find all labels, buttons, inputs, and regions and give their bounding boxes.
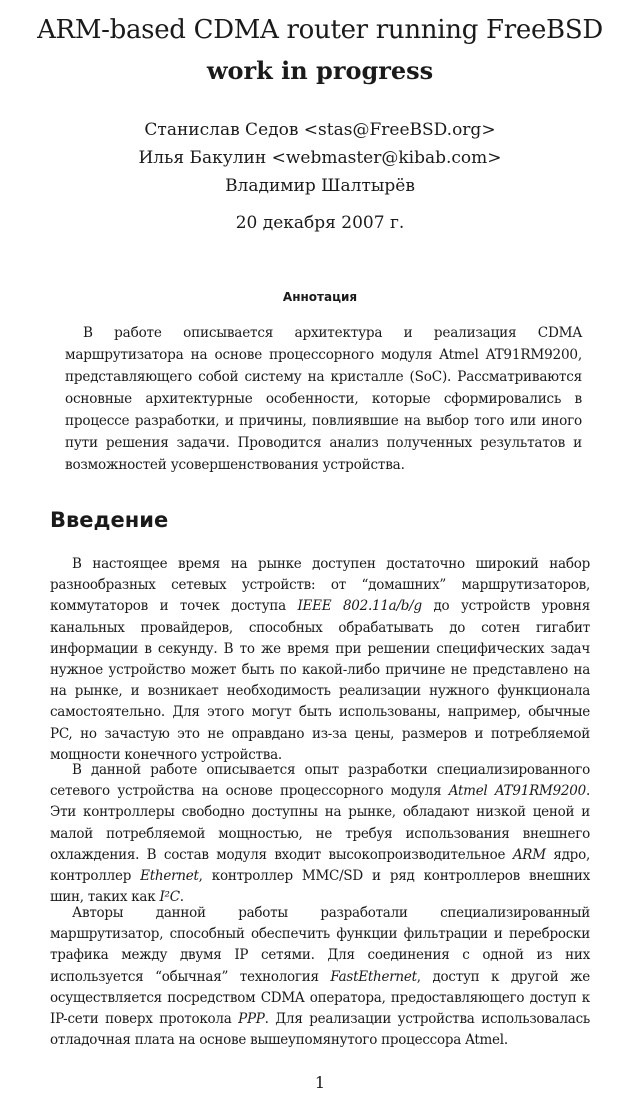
text-run: . Для реализации устройства использовалась отладочная плата на основе вышеупомянутого процессора Atmel. xyxy=(50,1011,590,1049)
paper-date: 20 декабря 2007 г. xyxy=(235,213,405,233)
text-run: , контроллер MMC/SD и ряд контроллеров внешних шин, таких как xyxy=(50,868,590,906)
section-heading: Введение xyxy=(50,508,169,532)
text-run: . Эти контроллеры свободно доступны на рынке, обладают низкой ценой и малой потребляемой мощностью, не требуя использования внешнего охлаждения. В состав модуля входит высокопроизводительное xyxy=(50,783,591,863)
emphasis: Atmel AT91RM9200 xyxy=(448,783,586,800)
text-run: ядро, контроллер xyxy=(50,846,590,885)
text-run: до устройств уровня канальных провайдеров, способных обрабатывать до сотен гигабит информации в секунду. В то же время при решении специфических задач нужное устройство может быть по какой-либо причине не представлено на на рынке, и возникает необходимость реализации нужного функционала самостоятельно. Для этого могут быть использованы, например, обычные PC, но зачастую это не оправдано из-за цены, размеров и потребляемой мощности конечного устройства. xyxy=(50,598,590,763)
text-run: Авторы данной работы разработали специализированный маршрутизатор, способный обеспечить функции фильтрации и переброски трафика между двумя IP сетями. Для соединения с одной из них используется “обычная” технология xyxy=(50,905,590,985)
text-run: . xyxy=(179,889,184,906)
page-number: 1 xyxy=(314,1073,326,1092)
author-2: Илья Бакулин <webmaster@kibab.com> xyxy=(138,148,502,168)
intro-paragraph-3 xyxy=(50,903,590,1051)
author-list xyxy=(0,116,640,200)
paper-title: ARM-based CDMA router running FreeBSD xyxy=(37,15,603,45)
emphasis: Ethernet xyxy=(140,868,199,885)
abstract-heading: Аннотация xyxy=(282,290,358,304)
text-run: В данной работе описывается опыт разработки специализированного сетевого устройства на основе процессорного модуля xyxy=(50,762,590,800)
text-run: В настоящее время на рынке доступен достаточно широкий набор разнообразных сетевых устройств: от “домашних” маршрутизаторов, коммутаторов и точек доступа xyxy=(50,556,590,615)
intro-paragraph-2 xyxy=(50,760,590,908)
emphasis: FastEthernet xyxy=(330,968,417,985)
author-1: Станислав Седов <stas@FreeBSD.org> xyxy=(144,120,496,140)
emphasis: IEEE 802.11a/b/g xyxy=(297,598,422,615)
paper-subtitle: work in progress xyxy=(206,56,434,85)
emphasis: I²C xyxy=(159,889,180,906)
author-3: Владимир Шалтырёв xyxy=(225,176,415,196)
abstract-text: В работе описывается архитектура и реализация CDMA маршрутизатора на основе процессорного модуля Atmel AT91RM9200, представляющего собой систему на кристалле (SoC). Рассматриваются основные архитектурные особенности, которые сформировались в процессе разработки, и причины, повлиявшие на выбор того или иного пути решения задачи. Проводится анализ полученных результатов и возможностей усовершенствования устройства. xyxy=(65,325,582,473)
emphasis: PPP xyxy=(238,1011,265,1028)
text-run: , доступ к другой же осуществляется посредством CDMA оператора, предоставляющего доступ к IP-сети поверх протокола xyxy=(50,968,590,1028)
emphasis: ARM xyxy=(512,846,546,863)
intro-paragraph-1 xyxy=(50,554,590,766)
